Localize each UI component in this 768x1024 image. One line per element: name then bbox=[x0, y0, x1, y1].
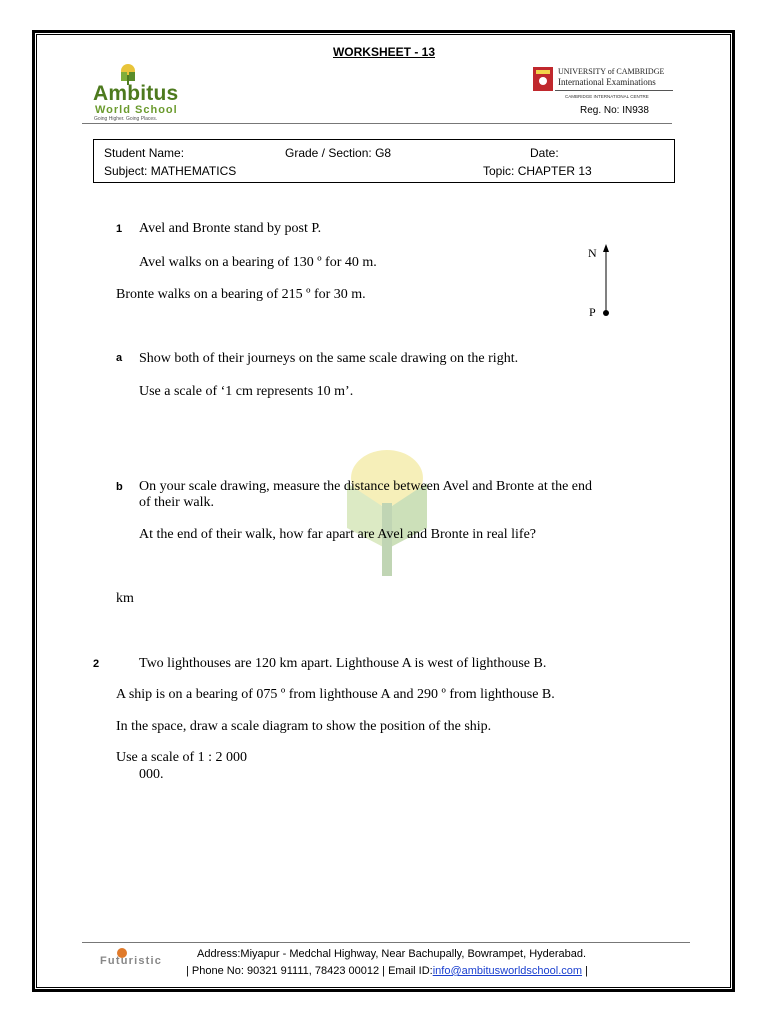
q1b-line3: At the end of their walk, how far apart are Avel and Bronte in real life? bbox=[139, 527, 537, 542]
cambridge-title bbox=[558, 67, 664, 87]
q1a-line2: Use a scale of ‘1 cm represents 10 m’. bbox=[139, 384, 354, 399]
north-label: N bbox=[588, 246, 597, 260]
cambridge-line2: International Examinations bbox=[558, 77, 656, 87]
q1-line3: Bronte walks on a bearing of 215 º for 30 m. bbox=[116, 287, 366, 302]
q2-line4b: 000. bbox=[139, 767, 164, 782]
subject-field bbox=[104, 164, 236, 178]
futuristic-logo-text: Futuristic bbox=[100, 955, 163, 967]
email-label: Email ID: bbox=[385, 965, 433, 977]
school-tagline: Going Higher. Going Places. bbox=[94, 116, 158, 122]
worksheet-title: WORKSHEET - 13 bbox=[332, 45, 435, 59]
cambridge-line1: UNIVERSITY of CAMBRIDGE bbox=[558, 67, 665, 76]
subject-value: MATHEMATICS bbox=[150, 164, 237, 178]
footer-contact bbox=[186, 965, 588, 977]
footer-address bbox=[197, 948, 586, 960]
reg-number: Reg. No: IN938 bbox=[580, 105, 649, 116]
cambridge-divider bbox=[555, 90, 673, 91]
grade-section bbox=[285, 146, 391, 160]
footer-divider bbox=[82, 942, 690, 943]
q1b-unit: km bbox=[116, 591, 134, 606]
q1-line2: Avel walks on a bearing of 130 º for 40 m. bbox=[139, 255, 377, 270]
q2-line1: Two lighthouses are 120 km apart. Lighthouse A is west of lighthouse B. bbox=[139, 656, 547, 671]
q1b-line1: On your scale drawing, measure the distance between Avel and Bronte at the end bbox=[139, 479, 593, 494]
q1-line1: Avel and Bronte stand by post P. bbox=[139, 221, 322, 236]
phone-label: | Phone No: bbox=[186, 965, 244, 977]
q1a-line1: Show both of their journeys on the same scale drawing on the right. bbox=[139, 351, 519, 366]
q2-number: 2 bbox=[93, 658, 100, 670]
phone-value: 90321 91111, 78423 00012 | bbox=[243, 965, 386, 977]
q2-line4a: Use a scale of 1 : 2 000 bbox=[116, 750, 248, 765]
q2-line3: In the space, draw a scale diagram to show the position of the ship. bbox=[116, 719, 492, 734]
student-name-label: Student Name: bbox=[104, 146, 185, 160]
q2-line2: A ship is on a bearing of 075 º from lighthouse A and 290 º from lighthouse B. bbox=[116, 687, 555, 702]
grade-value: G8 bbox=[375, 146, 392, 160]
topic-value: CHAPTER 13 bbox=[517, 164, 592, 178]
header-divider bbox=[82, 123, 672, 124]
post-p-label: P bbox=[589, 305, 596, 319]
address-label: Address: bbox=[197, 948, 241, 960]
topic-field bbox=[483, 164, 592, 178]
topic-label: Topic: bbox=[483, 164, 515, 178]
q1-number: 1 bbox=[116, 223, 123, 235]
cambridge-centre: CAMBRIDGE INTERNATIONAL CENTRE bbox=[565, 94, 649, 99]
cambridge-crest-icon bbox=[533, 67, 553, 91]
email-link[interactable]: info@ambitusworldschool.com bbox=[432, 965, 583, 977]
subject-label: Subject: bbox=[104, 164, 148, 178]
footer-end-bar: | bbox=[582, 965, 588, 977]
address-value: Miyapur - Medchal Highway, Near Bachupally, Bowrampet, Hyderabad. bbox=[240, 948, 587, 960]
school-logo-subtext: World School bbox=[95, 104, 178, 116]
school-logo-text: Ambitus bbox=[93, 82, 179, 105]
grade-label: Grade / Section: bbox=[285, 146, 372, 160]
date-label: Date: bbox=[530, 146, 559, 160]
q1b-label: b bbox=[116, 481, 123, 493]
q1a-label: a bbox=[116, 352, 123, 364]
q1b-line2: of their walk. bbox=[139, 495, 215, 510]
watermark-tree-icon bbox=[337, 448, 437, 576]
north-arrow-icon bbox=[600, 244, 614, 320]
